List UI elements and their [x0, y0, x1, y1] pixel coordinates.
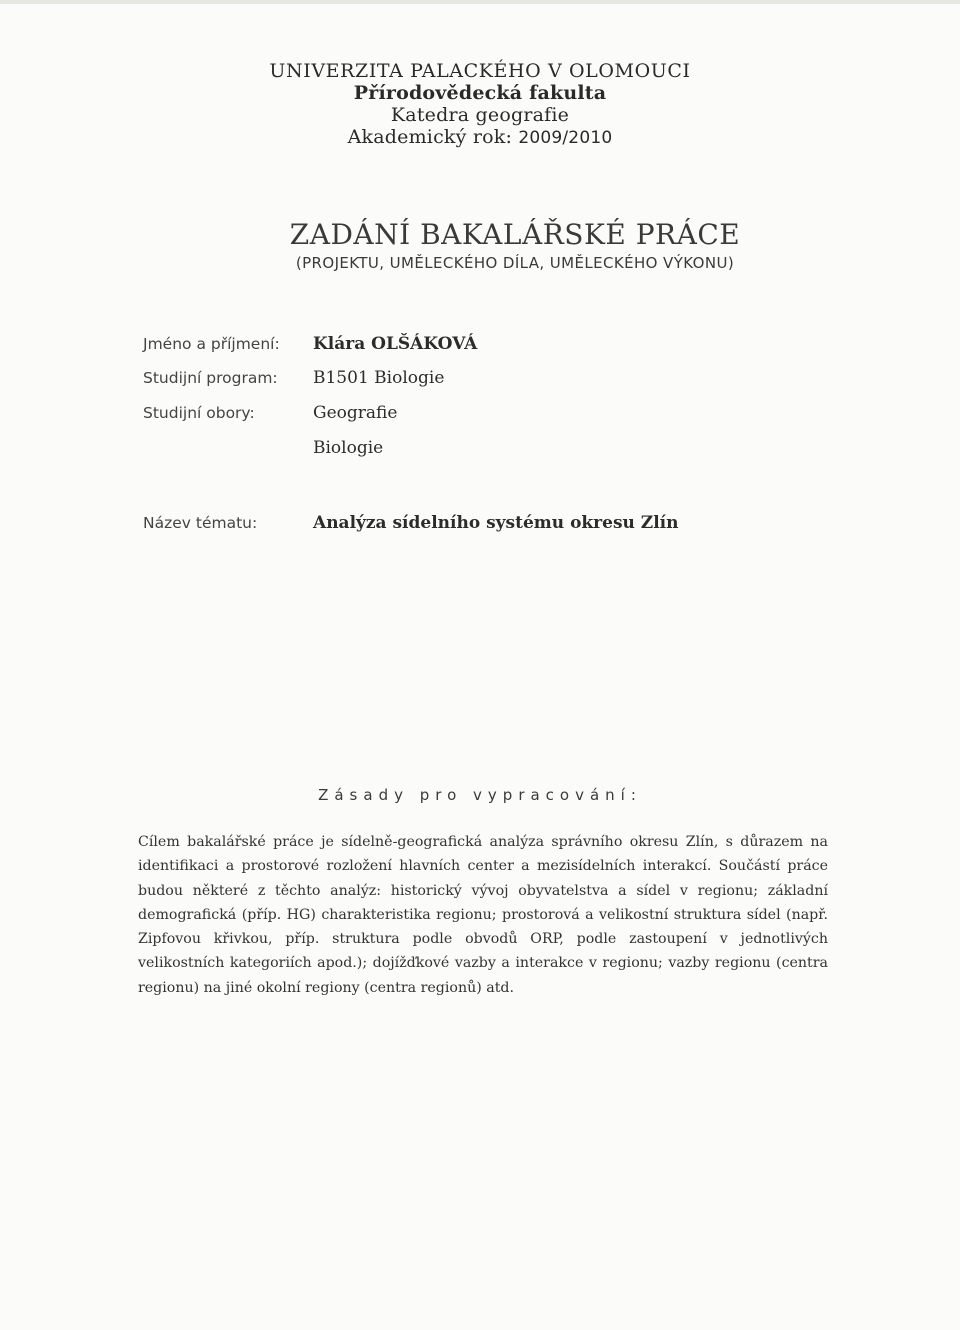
guidelines-text: Cílem bakalářské práce je sídelně-geografická analýza správního okresu Zlín, s důrazem na identifikaci a prostorové rozložení hlavních center a mezisídelních interakcí. Součástí práce budou některé z těchto analýz: historický vývoj obyvatelstva a sídel v regionu; základní demografická (příp. HG) charakteristika regionu; prostorová a velikostní struktura sídel (např. Zipfovou křivkou, příp. struktura podle obvodů ORP, podle zastoupení v jednotlivých velikostních kategoriích apod.); dojížďkové vazby a interakce v regionu; vazby regionu (centra regionu) na jiné okolní regiony (centra regionů) atd.: [138, 834, 828, 996]
document-header: [0, 60, 960, 149]
department-name: Katedra geografie: [390, 104, 570, 126]
page-top-edge: [0, 0, 960, 4]
academic-year-label: Akademický rok:: [347, 126, 513, 148]
academic-year: [0, 126, 960, 149]
university-name: UNIVERZITA PALACKÉHO V OLOMOUCI: [269, 60, 691, 82]
academic-year-value: 2009/2010: [518, 128, 613, 148]
document-subtitle: (PROJEKTU, UMĚLECKÉHO DÍLA, UMĚLECKÉHO VÝKONU): [295, 254, 735, 272]
study-field-biology: Biologie: [313, 438, 384, 458]
study-fields-label: Studijní obory:: [143, 404, 255, 422]
document-title: ZADÁNÍ BAKALÁŘSKÉ PRÁCE: [289, 218, 741, 251]
document-title-block: [0, 218, 960, 274]
program-label: Studijní program:: [143, 369, 278, 387]
study-field-geography: Geografie: [313, 403, 398, 423]
faculty-name: Přírodovědecká fakulta: [353, 82, 607, 104]
guidelines-heading: Zásady pro vypracování:: [318, 786, 642, 804]
topic-label: Název tématu:: [143, 514, 258, 532]
topic-value: Analýza sídelního systému okresu Zlín: [313, 513, 679, 533]
name-value: Klára OLŠÁKOVÁ: [313, 334, 478, 354]
program-value: B1501 Biologie: [313, 368, 445, 388]
name-label: Jméno a příjmení:: [143, 335, 280, 353]
